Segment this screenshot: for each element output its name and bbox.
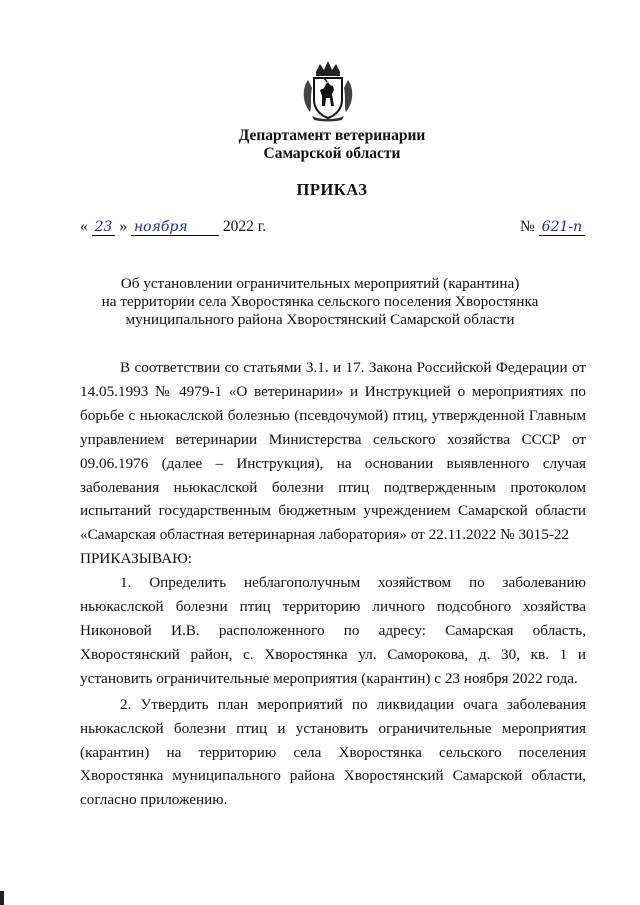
order-item-2: 2. Утвердить план мероприятий по ликвидации очага заболевания ньюкаслской болезни птиц и установить ограничительные мероприятия (карантин) на территорию села Хворостянка сельского поселения Хворостянка муниципального района Хворостянский Самарской области, согласно приложению. [80,695,586,809]
date-close-quote: » [119,218,128,235]
order-number-handwritten: 621-п [539,219,585,236]
subject-line: на территории села Хворостянка сельского поселения Хворостянка [101,293,539,311]
date-open-quote: « [80,218,88,235]
order-item-1: 1. Определить неблагополучным хозяйством по заболеванию ньюкаслской болезни птиц территорию личного подсобного хозяйства Никоновой И.В. расположенного по адресу: Самарская область, Хворостянский район, с. Хворостянка ул. Саморокова, д. 30, кв. 1 и установить ограничительные мероприятия (карантин) с 23 ноября 2022 года. [80,574,586,687]
department-name-line1: Департамент ветеринарии [238,127,426,144]
subject-line: муниципального района Хворостянский Самарской области [125,311,515,329]
order-body [80,356,586,812]
date-month-handwritten: ноября [131,219,219,236]
samara-oblast-coat-of-arms-icon [300,58,356,122]
preamble-paragraph: В соответствии со статьями 3.1. и 17. Закона Российской Федерации от 14.05.1993 № 4979-1 «О ветеринарии» и Инструкцией о мероприятиях по борьбе с ньюкаслской болезнью (псевдочумой) птиц, утвержденной Главным управлением ветеринарии Министерства сельского хозяйства СССР от 09.06.1976 (далее – Инструкция), на основании выявленного случая заболевания ньюкаслской болезни птиц подтвержденным протоколом испытаний государственным бюджетным учреждением Самарской области «Самарская областная ветеринарная лаборатория» от 22.11.2022 № 3015-22 [80,359,586,544]
document-type-title: ПРИКАЗ [296,180,368,199]
date-day-handwritten: 23 [92,219,116,236]
subject-line: Об установлении ограничительных мероприятий (карантина) [120,275,520,292]
department-name-line2: Самарской области [263,145,401,162]
scan-margin-mark [0,891,4,905]
date-year: 2022 г. [222,218,267,235]
number-sign: № [520,218,535,235]
order-date [80,218,266,236]
order-keyword: ПРИКАЗЫВАЮ: [80,550,192,568]
order-number [520,218,585,236]
order-subject [50,275,590,330]
